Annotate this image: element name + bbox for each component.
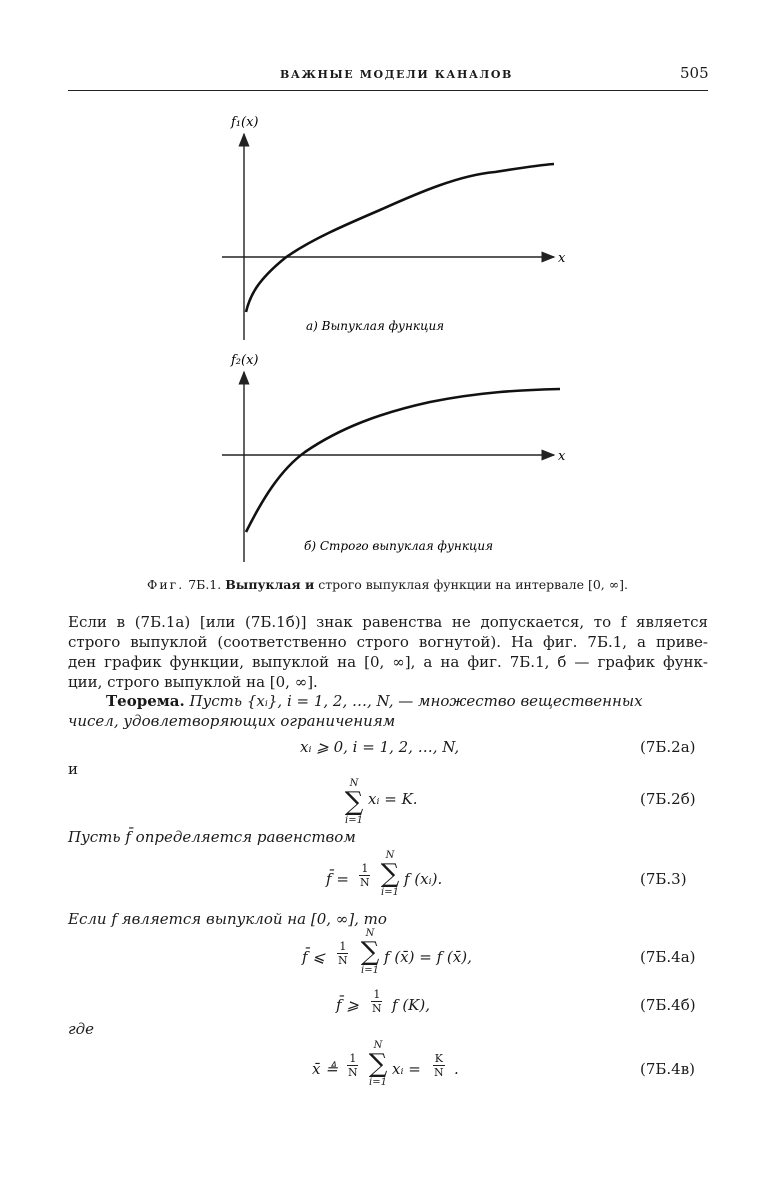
equation-2a-number: (7Б.2а): [640, 738, 696, 756]
panel-a: [222, 115, 566, 340]
equation-2a: xᵢ ⩾ 0, i = 1, 2, …, N,: [300, 738, 460, 756]
where-word: где: [68, 1020, 94, 1038]
caption-number: 7Б.1.: [188, 577, 222, 592]
sum-upper-limit: N: [373, 1040, 383, 1051]
sum-lower-limit: i=1: [345, 815, 363, 826]
equation-4v-tail: .: [454, 1060, 459, 1078]
panel-b: [222, 353, 566, 562]
fraction-denominator: N: [360, 876, 370, 889]
equation-3-lhs: f̄ =: [326, 870, 349, 888]
let-f-bar-text: Пусть f̄ определяется равенством: [68, 828, 356, 846]
sum-sign: ∑: [380, 859, 400, 889]
theorem-heading: Теорема.: [106, 692, 185, 710]
figure-7b1: [0, 0, 775, 575]
conjunction-and: и: [68, 760, 78, 778]
fraction-numerator: K: [434, 1052, 443, 1065]
caption-text: строго выпуклая функции на интервале [0, ∞].: [318, 577, 629, 592]
equation-4a-term: f (x̄) = f (x̄),: [384, 948, 472, 966]
equation-4v-lhs: x̄ ≜: [312, 1060, 338, 1078]
caption-label: Фиг.: [146, 577, 185, 592]
fraction-numerator: 1: [361, 862, 369, 875]
equation-4v-fraction-2: [432, 1052, 446, 1079]
sum-sign: ∑: [344, 787, 364, 817]
panel-b-subcaption: б) Строго выпуклая функция: [304, 539, 494, 553]
equation-3-number: (7Б.3): [640, 870, 687, 888]
paragraph-line-2: строго выпуклой (соответственно строго вогнутой). На фиг. 7Б.1, а приве-: [68, 633, 708, 651]
equation-4b-fraction: [370, 988, 384, 1015]
figure-caption: [0, 577, 775, 592]
fraction-denominator: N: [372, 1002, 382, 1015]
equation-4v-fraction: [346, 1052, 360, 1079]
sum-upper-limit: N: [365, 928, 375, 939]
equation-4b-number: (7Б.4б): [640, 996, 696, 1014]
sum-upper-limit: N: [349, 778, 359, 789]
paragraph-line-3: ден график функции, выпуклой на [0, ∞], а на фиг. 7Б.1, б — график функ-: [68, 653, 708, 671]
equation-2b-number: (7Б.2б): [640, 790, 696, 808]
panel-a-y-label: f₁(x): [231, 115, 259, 130]
theorem-line-2: чисел, удовлетворяющих ограничениям: [68, 712, 396, 730]
panel-b-y-label: f₂(x): [231, 353, 259, 368]
equation-4v-number: (7Б.4в): [640, 1060, 696, 1078]
equation-4a-sum: [360, 928, 380, 976]
fraction-numerator: 1: [373, 988, 381, 1001]
panel-a-subcaption: а) Выпуклая функция: [306, 319, 445, 333]
sum-lower-limit: i=1: [361, 965, 379, 976]
equation-4a-fraction: [336, 940, 350, 967]
sum-sign: ∑: [368, 1049, 388, 1079]
equation-4v-term: xᵢ =: [392, 1060, 421, 1078]
paragraph-line-4: ции, строго выпуклой на [0, ∞].: [68, 673, 318, 691]
equation-3-term: f (xᵢ).: [404, 870, 443, 888]
sum-upper-limit: N: [385, 850, 395, 861]
fraction-numerator: 1: [339, 940, 347, 953]
caption-bold-text: Выпуклая и: [225, 577, 315, 592]
equation-4a-lhs: f̄ ⩽: [302, 948, 325, 966]
equation-3-fraction: [358, 862, 372, 889]
panel-b-x-label: x: [558, 449, 566, 464]
if-convex-text: Если f является выпуклой на [0, ∞], то: [68, 910, 387, 928]
running-head: ВАЖНЫЕ МОДЕЛИ КАНАЛОВ: [280, 68, 513, 81]
paragraph-line-1: Если в (7Б.1а) [или (7Б.1б)] знак равенства не допускается, то f является: [68, 613, 708, 631]
page-number: 505: [680, 64, 709, 82]
sum-lower-limit: i=1: [381, 887, 399, 898]
sum-lower-limit: i=1: [369, 1077, 387, 1088]
fraction-denominator: N: [338, 954, 348, 967]
equation-4b-lhs: f̄ ⩾: [336, 996, 359, 1014]
fraction-numerator: 1: [349, 1052, 357, 1065]
equation-4a-number: (7Б.4а): [640, 948, 696, 966]
equation-4b-term: f (K),: [392, 996, 430, 1014]
equation-4v-sum: [368, 1040, 388, 1088]
sum-sign: ∑: [360, 937, 380, 967]
panel-a-curve: [246, 164, 554, 312]
theorem-line-1: [68, 692, 708, 710]
equation-2b-term: xᵢ = K.: [368, 790, 418, 808]
equation-3-sum: [380, 850, 400, 898]
fraction-denominator: N: [348, 1066, 358, 1079]
equation-2b-sum: [344, 778, 364, 826]
theorem-text-1: Пусть {xᵢ}, i = 1, 2, …, N, — множество вещественных: [189, 692, 643, 710]
panel-a-x-label: x: [558, 251, 566, 266]
fraction-denominator: N: [434, 1066, 444, 1079]
panel-b-curve: [246, 389, 560, 532]
